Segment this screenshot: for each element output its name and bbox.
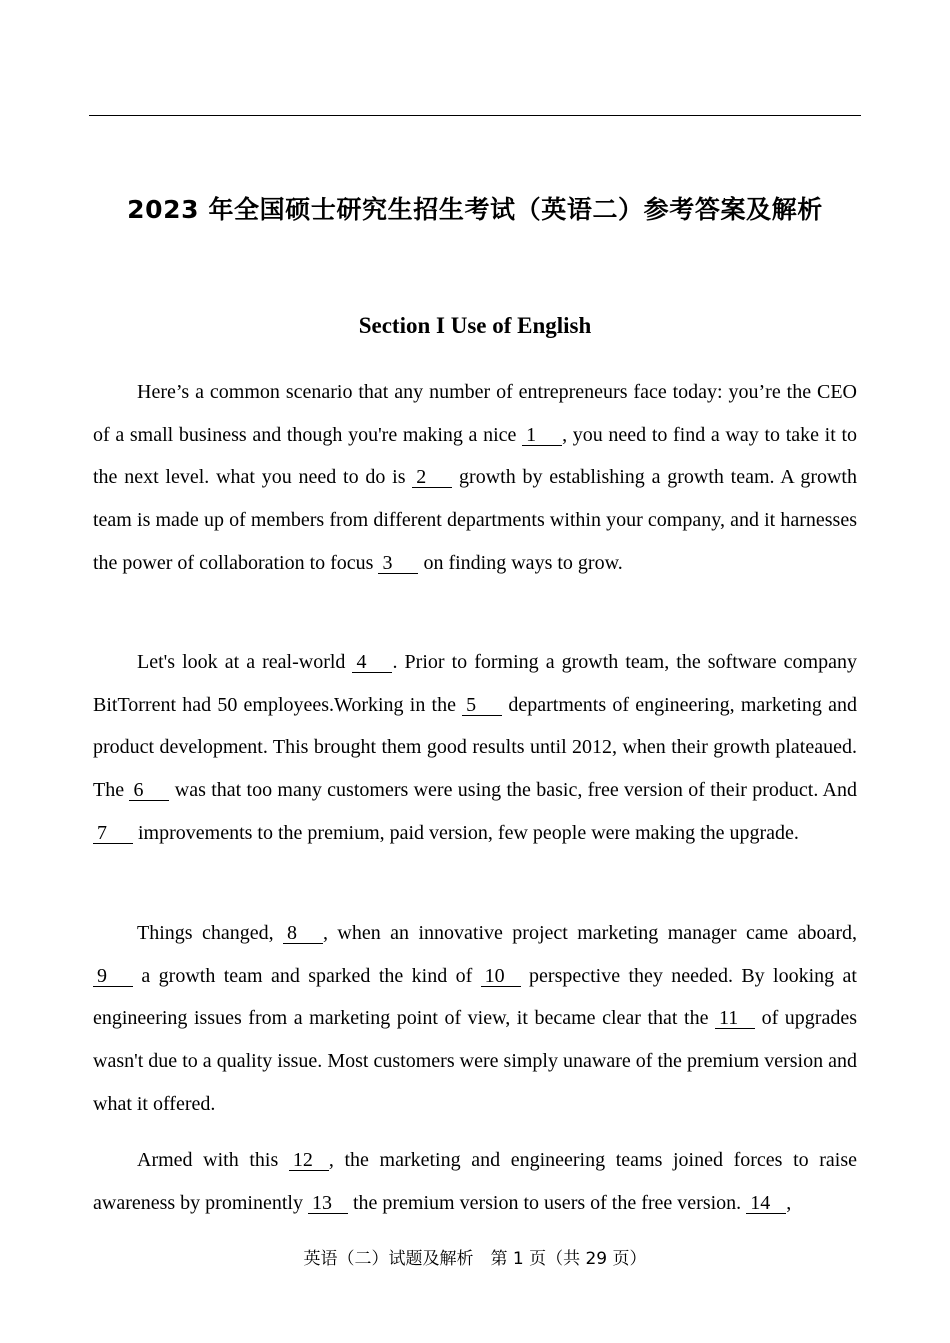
paragraph-text: the premium version to users of the free version. (347, 1191, 747, 1214)
cloze-blank: 7 (93, 823, 133, 844)
paragraph-text: departments of engineering, marketing and product development. This brought them good results until 2012, when their growth plateaued. The (93, 693, 857, 802)
cloze-blank: 5 (462, 695, 502, 716)
paragraph-text: Things changed, (137, 922, 284, 944)
page-footer: 英语（二）试题及解析 第 1 页（共 29 页） (303, 1249, 647, 1269)
cloze-blank: 2 (412, 467, 452, 488)
cloze-blank: 13 (308, 1193, 348, 1214)
paragraph-text: perspective they needed. By looking at engineering issues from a marketing point of view, it became clear that the (93, 964, 857, 1030)
cloze-blank: 1 (522, 425, 562, 446)
cloze-blank: 11 (715, 1008, 755, 1029)
cloze-blank: 8 (283, 923, 323, 944)
paragraph-text: , when an innovative project marketing manager came aboard, (323, 922, 857, 944)
paragraph (93, 1139, 857, 1224)
cloze-blank: 6 (129, 780, 169, 801)
paragraph-text: , you need to find a way to take it to the next level. what you need to do is (93, 423, 858, 489)
document-title: 2023 年全国硕士研究生招生考试（英语二）参考答案及解析 (127, 195, 823, 224)
paragraph-text: Armed with this (137, 1149, 289, 1171)
paragraph-text: on finding ways to grow. (418, 551, 623, 574)
paragraph-text: . Prior to forming a growth team, the software company BitTorrent had 50 employees.Working in the (93, 651, 857, 716)
paragraph-text: improvements to the premium, paid version, few people were making the upgrade. (133, 821, 799, 844)
paragraph-text: Let's look at a real-world (137, 651, 353, 673)
cloze-blank: 4 (352, 652, 392, 673)
paragraph-text: Here’s a common scenario that any number of entrepreneurs face today: you’re the CEO of a small business and though you're making a nice (93, 381, 857, 446)
paragraph-text: , the marketing and engineering teams joined forces to raise awareness by prominently (93, 1149, 857, 1214)
cloze-blank: 10 (481, 966, 521, 987)
cloze-blank: 12 (289, 1150, 329, 1171)
paragraph-text: a growth team and sparked the kind of (133, 964, 481, 987)
section-title: Section I Use of English (358, 313, 592, 338)
paragraph (93, 371, 857, 585)
paragraph-text: , (786, 1191, 792, 1214)
paragraph-text: of upgrades wasn't due to a quality issue. Most customers were simply unaware of the premium version and what it offered. (93, 1007, 857, 1115)
paragraph (93, 912, 857, 1126)
cloze-blank: 9 (93, 966, 133, 987)
paragraph-text: growth by establishing a growth team. A growth team is made up of members from different departments within your company, and it harnesses the power of collaboration to focus (93, 466, 857, 574)
paragraph (93, 641, 857, 855)
header-rule (89, 115, 861, 116)
cloze-blank: 14 (746, 1193, 786, 1214)
cloze-blank: 3 (378, 553, 418, 574)
paragraph-text: was that too many customers were using the basic, free version of their product. And (169, 779, 858, 802)
